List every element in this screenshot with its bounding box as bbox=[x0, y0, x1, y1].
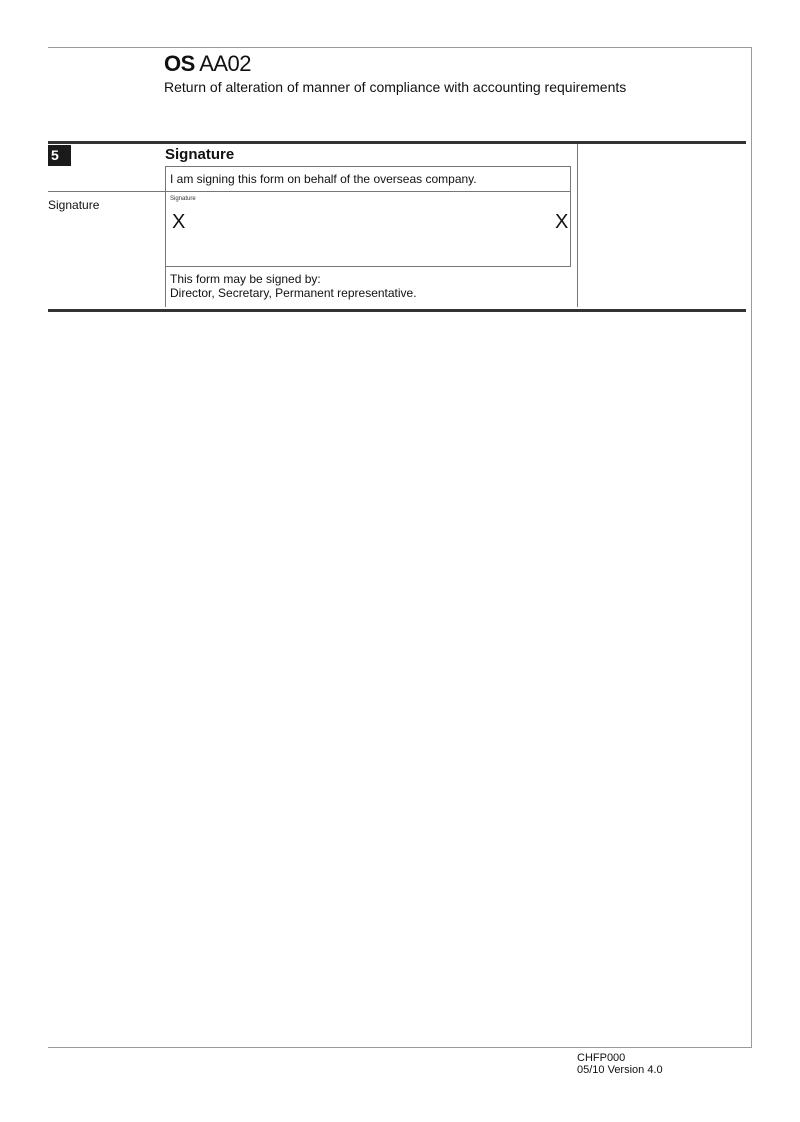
footer bbox=[577, 1052, 663, 1076]
label-divider bbox=[48, 191, 166, 192]
section-number-badge: 5 bbox=[48, 145, 71, 166]
form-number: AA02 bbox=[199, 51, 252, 76]
signatory-note-line1: This form may be signed by: bbox=[170, 272, 321, 286]
page-frame-top bbox=[48, 47, 752, 48]
signature-x-mark-right: X bbox=[555, 211, 569, 233]
signature-field[interactable] bbox=[166, 192, 570, 266]
signature-field-label: Signature bbox=[170, 196, 196, 202]
box-right-border bbox=[570, 166, 571, 267]
form-code bbox=[164, 52, 251, 76]
signature-box-bottom-border bbox=[165, 266, 571, 267]
signature-x-mark-left: X bbox=[172, 211, 186, 233]
signature-row-label: Signature bbox=[48, 198, 100, 212]
footer-version: 05/10 Version 4.0 bbox=[577, 1064, 663, 1076]
section-bottom-rule bbox=[48, 309, 746, 312]
signatory-note-line2: Director, Secretary, Permanent representative. bbox=[170, 286, 417, 300]
column-divider bbox=[577, 144, 578, 307]
section-top-rule bbox=[48, 141, 746, 144]
footer-code: CHFP000 bbox=[577, 1052, 626, 1064]
declaration-top-border bbox=[165, 166, 571, 167]
signatory-note bbox=[170, 272, 417, 300]
page-frame-right bbox=[751, 47, 752, 1047]
page-frame-bottom bbox=[48, 1047, 752, 1048]
section-heading: Signature bbox=[165, 146, 235, 163]
form-title: Return of alteration of manner of compliance with accounting requirements bbox=[164, 79, 627, 95]
declaration-text: I am signing this form on behalf of the overseas company. bbox=[170, 172, 477, 186]
form-prefix: OS bbox=[164, 51, 195, 76]
